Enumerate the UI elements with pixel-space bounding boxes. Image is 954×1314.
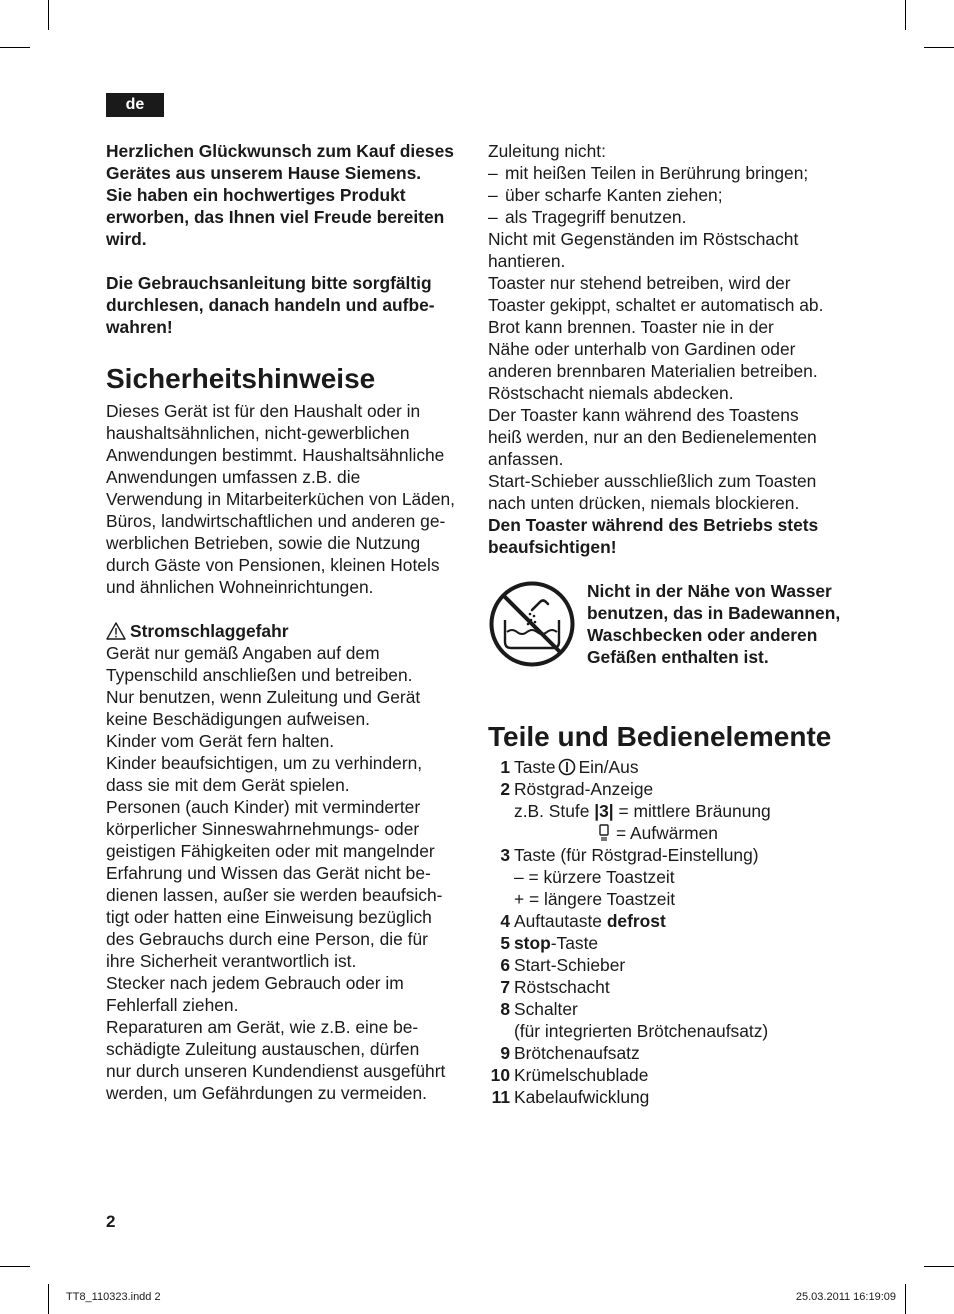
text-line: geistigen Fähigkeiten oder mit mangelnder	[106, 841, 435, 861]
item-number: 2	[500, 779, 510, 799]
item-number: 8	[500, 999, 510, 1019]
text-line: Dieses Gerät ist für den Haushalt oder in	[106, 401, 421, 421]
text-line: Nur benutzen, wenn Zuleitung und Gerät	[106, 687, 421, 707]
text-line: körperlicher Sinneswahrnehmungs- oder	[106, 819, 420, 839]
text-line: erworben, das Ihnen viel Freude bereiten	[106, 207, 445, 227]
text-line: Gefäßen enthalten ist.	[587, 647, 769, 667]
item-number: 7	[500, 977, 510, 997]
cord-item-text: über scharfe Kanten ziehen;	[505, 185, 723, 205]
text-line: Röstschacht niemals abdecken.	[488, 383, 734, 403]
item-label: Start-Schieber	[514, 955, 626, 975]
text-line: Stecker nach jedem Gebrauch oder im	[106, 973, 404, 993]
water-notice	[488, 580, 854, 668]
text-line: Fehlerfall ziehen.	[106, 995, 239, 1015]
parts-item	[488, 910, 854, 932]
dash: –	[488, 163, 498, 183]
item-keyword: defrost	[606, 911, 666, 931]
text-line: Anwendungen bestimmt. Haushaltsähnliche	[106, 445, 445, 465]
item-number: 4	[500, 911, 510, 931]
spacer	[106, 250, 468, 272]
text-line: anderen brennbaren Materialien betreiben.	[488, 361, 818, 381]
page-number: 2	[106, 1212, 116, 1231]
cord-item-text: als Tragegriff benutzen.	[505, 207, 687, 227]
intro-instructions	[106, 272, 468, 338]
text-line: schädigte Zuleitung austauschen, dürfen	[106, 1039, 420, 1059]
spacer	[106, 598, 468, 620]
warming-icon	[598, 824, 610, 842]
cord-intro: Zuleitung nicht:	[488, 141, 606, 161]
item-label: Taste (für Röstgrad-Einstellung)	[514, 845, 759, 865]
detail-text: z.B. Stufe	[514, 801, 595, 821]
crop-mark	[924, 1266, 954, 1267]
detail-level: |3|	[594, 801, 614, 821]
parts-item	[488, 998, 854, 1020]
text-line: Sie haben ein hochwertiges Produkt	[106, 185, 406, 205]
text-line: wird.	[106, 229, 147, 249]
text-line: nur durch unseren Kundendienst ausgeführt	[106, 1061, 446, 1081]
item-detail: (für integrierten Brötchenaufsatz)	[514, 1021, 769, 1041]
text-line: Verwendung in Mitarbeiterküchen von Läden,	[106, 489, 456, 509]
item-number: 6	[500, 955, 510, 975]
text-line: Brot kann brennen. Toaster nie in der	[488, 317, 774, 337]
text-line: beaufsichtigen!	[488, 537, 617, 557]
parts-item	[488, 778, 854, 800]
item-number: 11	[491, 1087, 510, 1107]
text-line: Toaster gekippt, schaltet er automatisch ab.	[488, 295, 824, 315]
dash: –	[488, 185, 498, 205]
cord-item	[488, 206, 854, 228]
item-number: 1	[500, 757, 510, 777]
item-text	[514, 756, 639, 778]
text-line: keine Beschädigungen aufweisen.	[106, 709, 370, 729]
detail-text: = Aufwärmen	[616, 823, 718, 843]
language-tag: de	[106, 93, 164, 117]
parts-item	[488, 954, 854, 976]
cord-item	[488, 162, 854, 184]
safety-paragraph	[106, 400, 468, 598]
item-number: 5	[500, 933, 510, 953]
power-icon	[558, 758, 576, 776]
text-line: Herzlichen Glückwunsch zum Kauf dieses	[106, 141, 454, 161]
text-line: Erfahrung und Wissen das Gerät nicht be-	[106, 863, 431, 883]
text-line: Anwendungen umfassen z.B. die	[106, 467, 361, 487]
text-line: Waschbecken oder anderen	[587, 625, 818, 645]
parts-item	[488, 932, 854, 954]
item-number: 9	[500, 1043, 510, 1063]
item-label: Schalter	[514, 999, 578, 1019]
item-label: Krümelschublade	[514, 1065, 649, 1085]
item-detail: + = längere Toastzeit	[514, 889, 676, 909]
text-line: durchlesen, danach handeln und aufbe-	[106, 295, 435, 315]
text-line: Büros, landwirtschaftlichen und anderen ge-	[106, 511, 446, 531]
text-line: Kinder beaufsichtigen, um zu verhindern,	[106, 753, 423, 773]
item-number: 3	[500, 845, 510, 865]
detail-text: = mittlere Bräunung	[613, 801, 771, 821]
parts-heading: Teile und Bedienelemente	[488, 721, 832, 752]
no-water-icon	[488, 580, 576, 668]
text-line: nach unten drücken, niemals blockieren.	[488, 493, 800, 513]
item-detail	[488, 800, 854, 822]
item-detail: – = kürzere Toastzeit	[514, 867, 675, 887]
safety-heading: Sicherheitshinweise	[106, 363, 376, 394]
item-label: Brötchenaufsatz	[514, 1043, 640, 1063]
cord-item	[488, 184, 854, 206]
crop-mark	[924, 47, 954, 48]
text-line: wahren!	[106, 317, 173, 337]
text-line: Der Toaster kann während des Toastens	[488, 405, 799, 425]
text-line: tigt oder hatten eine Einweisung bezüglich	[106, 907, 432, 927]
item-label: Kabelaufwicklung	[514, 1087, 650, 1107]
right-column	[488, 140, 854, 1108]
intro-congratulations	[106, 140, 468, 250]
item-text	[514, 932, 598, 954]
text-line: werden, um Gefährdungen zu vermeiden.	[106, 1083, 427, 1103]
crop-mark	[48, 0, 49, 30]
parts-list	[488, 756, 854, 1108]
text-line: Reparaturen am Gerät, wie z.B. eine be-	[106, 1017, 419, 1037]
parts-item	[488, 976, 854, 998]
parts-item	[488, 1042, 854, 1064]
left-column	[106, 140, 468, 1104]
text-line: anfassen.	[488, 449, 564, 469]
text-line: Start-Schieber ausschließlich zum Toasten	[488, 471, 817, 491]
warning-triangle-icon	[106, 622, 126, 640]
parts-item	[488, 844, 854, 866]
text-line: Kinder vom Gerät fern halten.	[106, 731, 335, 751]
text-line: Nicht mit Gegenständen im Röstschacht	[488, 229, 799, 249]
dash: –	[488, 207, 498, 227]
text-line: Gerätes aus unserem Hause Siemens.	[106, 163, 422, 183]
item-keyword: stop	[514, 933, 551, 953]
text-line: Den Toaster während des Betriebs stets	[488, 515, 819, 535]
text-line: des Gebrauchs durch eine Person, die für	[106, 929, 428, 949]
crop-mark	[48, 1284, 49, 1314]
danger-list	[106, 642, 468, 1104]
item-label: Taste	[514, 757, 556, 777]
text-line: dass sie mit dem Gerät spielen.	[106, 775, 350, 795]
item-text	[514, 910, 666, 932]
parts-item	[488, 756, 854, 778]
danger-heading	[106, 620, 468, 642]
text-line: Nähe oder unterhalb von Gardinen oder	[488, 339, 796, 359]
text-line: durch Gäste von Pensionen, kleinen Hotels	[106, 555, 440, 575]
text-line: Nicht in der Nähe von Wasser	[587, 581, 832, 601]
parts-item	[488, 1086, 854, 1108]
crop-mark	[905, 1284, 906, 1314]
text-line: Toaster nur stehend betreiben, wird der	[488, 273, 791, 293]
text-line: werblichen Betrieben, sowie die Nutzung	[106, 533, 421, 553]
danger-heading-label: Stromschlaggefahr	[130, 621, 289, 641]
text-line: Gerät nur gemäß Angaben auf dem	[106, 643, 380, 663]
item-label: Röstgrad-Anzeige	[514, 779, 654, 799]
crop-mark	[0, 47, 30, 48]
text-line: Typenschild anschließen und betreiben.	[106, 665, 413, 685]
item-label: Röstschacht	[514, 977, 610, 997]
text-line: heiß werden, nur an den Bedienelementen	[488, 427, 817, 447]
item-label: Ein/Aus	[578, 757, 639, 777]
item-detail	[488, 822, 854, 844]
parts-item	[488, 1064, 854, 1086]
text-line: benutzen, das in Badewannen,	[587, 603, 841, 623]
text-line: Personen (auch Kinder) mit verminderter	[106, 797, 421, 817]
text-line: Die Gebrauchsanleitung bitte sorgfältig	[106, 273, 432, 293]
item-number: 10	[490, 1065, 510, 1085]
text-line: und ähnlichen Wohneinrichtungen.	[106, 577, 374, 597]
crop-mark	[0, 1266, 30, 1267]
text-line: haushaltsähnlichen, nicht-gewerblichen	[106, 423, 410, 443]
print-slug-date: 25.03.2011 16:19:09	[795, 1291, 896, 1303]
item-label: Auftautaste	[514, 911, 607, 931]
text-line: ihre Sicherheit verantwortlich ist.	[106, 951, 357, 971]
crop-mark	[905, 0, 906, 30]
text-line: hantieren.	[488, 251, 566, 271]
water-notice-text	[587, 580, 857, 668]
item-label: -Taste	[550, 933, 599, 953]
cord-item-text: mit heißen Teilen in Berührung bringen;	[505, 163, 809, 183]
print-slug-file: TT8_110323.indd 2	[66, 1291, 161, 1303]
text-line: dienen lassen, außer sie werden beaufsich-	[106, 885, 443, 905]
